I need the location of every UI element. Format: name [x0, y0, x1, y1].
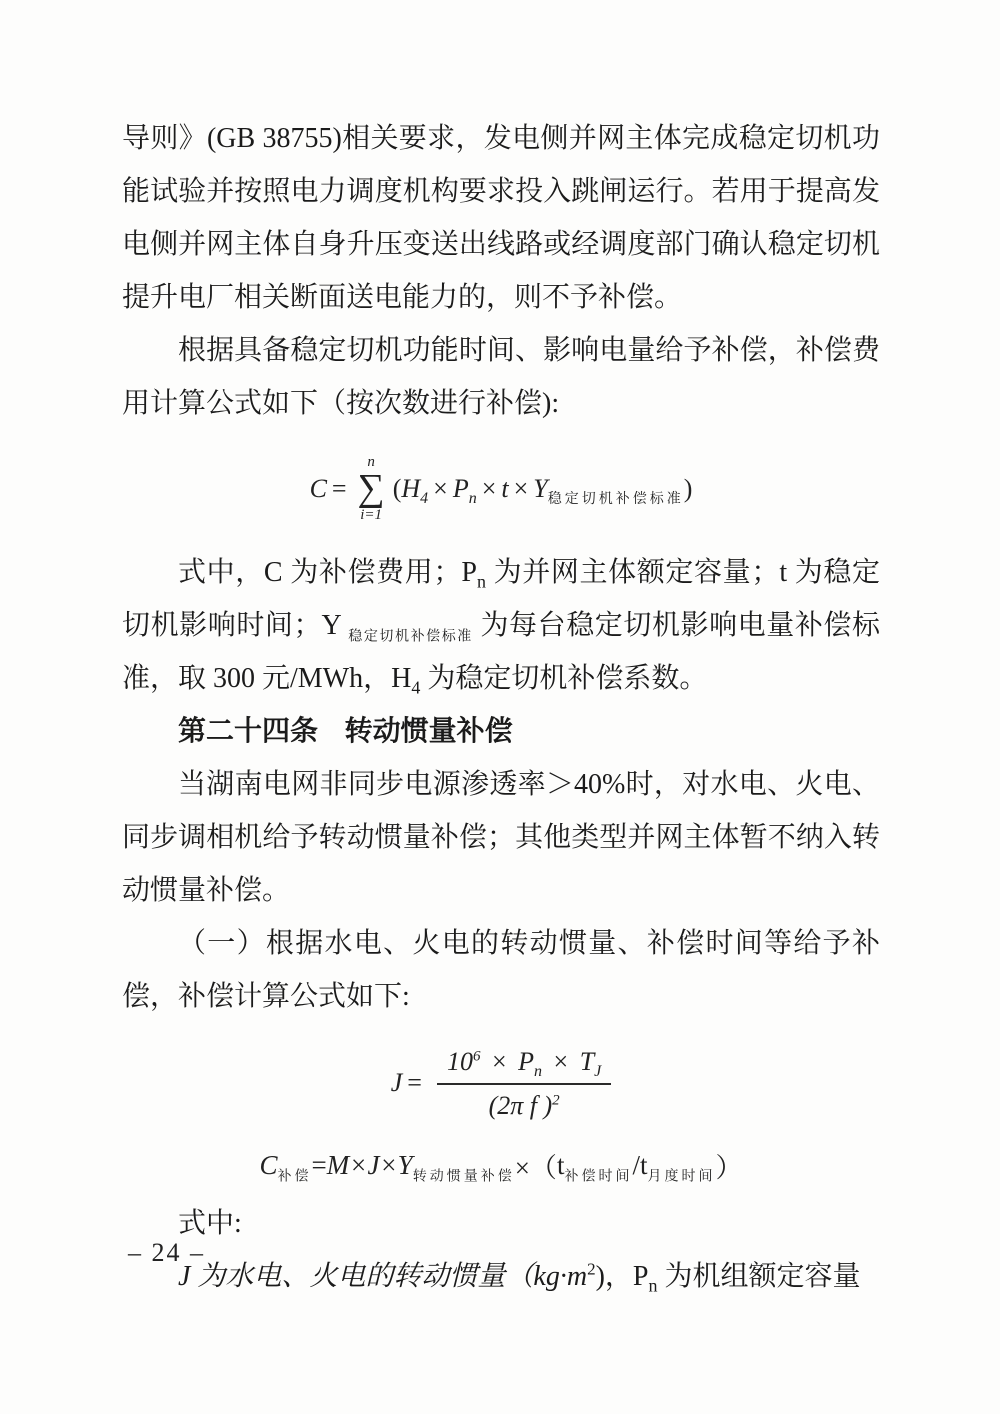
formula-inertia-j — [122, 1033, 880, 1133]
formula-stable-cut-compensation — [122, 446, 880, 532]
slash: / — [632, 1149, 640, 1180]
document-content — [122, 112, 880, 1303]
article-number: 第二十四条 — [178, 716, 319, 747]
term-t-month-time: $t_{月度时间}$ — [639, 1149, 716, 1184]
paragraph-formula-legend-1: 式中，C 为补偿费用；$P_n$ 为并网主体额定容量；t 为稳定切机影响时间；Y $_{稳定切机补偿标准}$ 为每台稳定切机影响电量补偿标准，取 300 元/MWh，$H_4$ 为稳定切机补偿系数。 — [122, 557, 881, 698]
paragraph-formula-legend-2: J 为水电、火电的转动惯量$(kg\cdot m^2)$，$P_n$ 为机组额定容量 — [178, 1259, 861, 1296]
article-title: 转动惯量补偿 — [344, 716, 513, 747]
close-paren: ） — [715, 1152, 743, 1183]
sum-lower-limit: i=1 — [360, 507, 383, 524]
formula-lhs: J — [390, 1068, 403, 1097]
term-c-compensation: $C_{补偿}$ — [259, 1149, 312, 1184]
sigma-glyph: ∑ — [357, 466, 385, 509]
fraction-denominator: (2π f )$^2$ — [488, 1091, 560, 1120]
times-open: ×（ — [514, 1152, 557, 1183]
page-number: – 24 – — [128, 1238, 205, 1267]
formula-inertia-compensation — [122, 1139, 880, 1191]
sum-upper-limit: n — [367, 453, 375, 470]
equals-sign: = — [311, 1149, 327, 1180]
summation-symbol — [358, 455, 385, 523]
fraction-numerator: $10^6 \times P_n \times T_J$ — [437, 1047, 611, 1085]
term-h4: $H_4$ — [401, 474, 429, 508]
paragraph-continuation: 导则》(GB 38755)相关要求，发电侧并网主体完成稳定切机功能试验并按照电力调度机构要求投入跳闸运行。若用于提高发电侧并网主体自身升压变送出线路或经调度部门确认稳定切机提升电厂相关断面送电能力的，则不予补偿。 — [122, 123, 880, 313]
term-t: t — [501, 474, 509, 503]
term-pn: $P_n$ — [452, 474, 477, 508]
close-paren: ) — [683, 474, 693, 503]
times-sign: × — [513, 474, 529, 503]
times-sign: × — [433, 474, 448, 503]
term-t-comp-time: $t_{补偿时间}$ — [556, 1149, 633, 1184]
paragraph-item-one: （一）根据水电、火电的转动惯量、补偿时间等给予补偿，补偿计算公式如下: — [122, 928, 880, 1012]
paragraph-where: 式中: — [178, 1208, 242, 1239]
equals-sign: = — [331, 474, 347, 503]
paragraph-inertia-condition: 当湖南电网非同步电源渗透率＞40%时，对水电、火电、同步调相机给予转动惯量补偿；其他类型并网主体暂不纳入转动惯量补偿。 — [122, 769, 880, 906]
paragraph-compensation-intro: 根据具备稳定切机功能时间、影响电量给予补偿，补偿费用计算公式如下（按次数进行补偿): — [122, 335, 880, 419]
term-mjy: $M\times J\times Y_{转动惯量补偿}$ — [326, 1149, 515, 1184]
term-y-standard: $Y_{稳定切机补偿标准}$ — [533, 474, 684, 508]
equals-sign: = — [407, 1068, 422, 1097]
fraction — [437, 1047, 611, 1119]
article-24-heading — [122, 705, 880, 758]
times-sign: × — [481, 474, 497, 503]
open-paren: ( — [392, 474, 402, 503]
formula-lhs: C — [309, 474, 327, 503]
